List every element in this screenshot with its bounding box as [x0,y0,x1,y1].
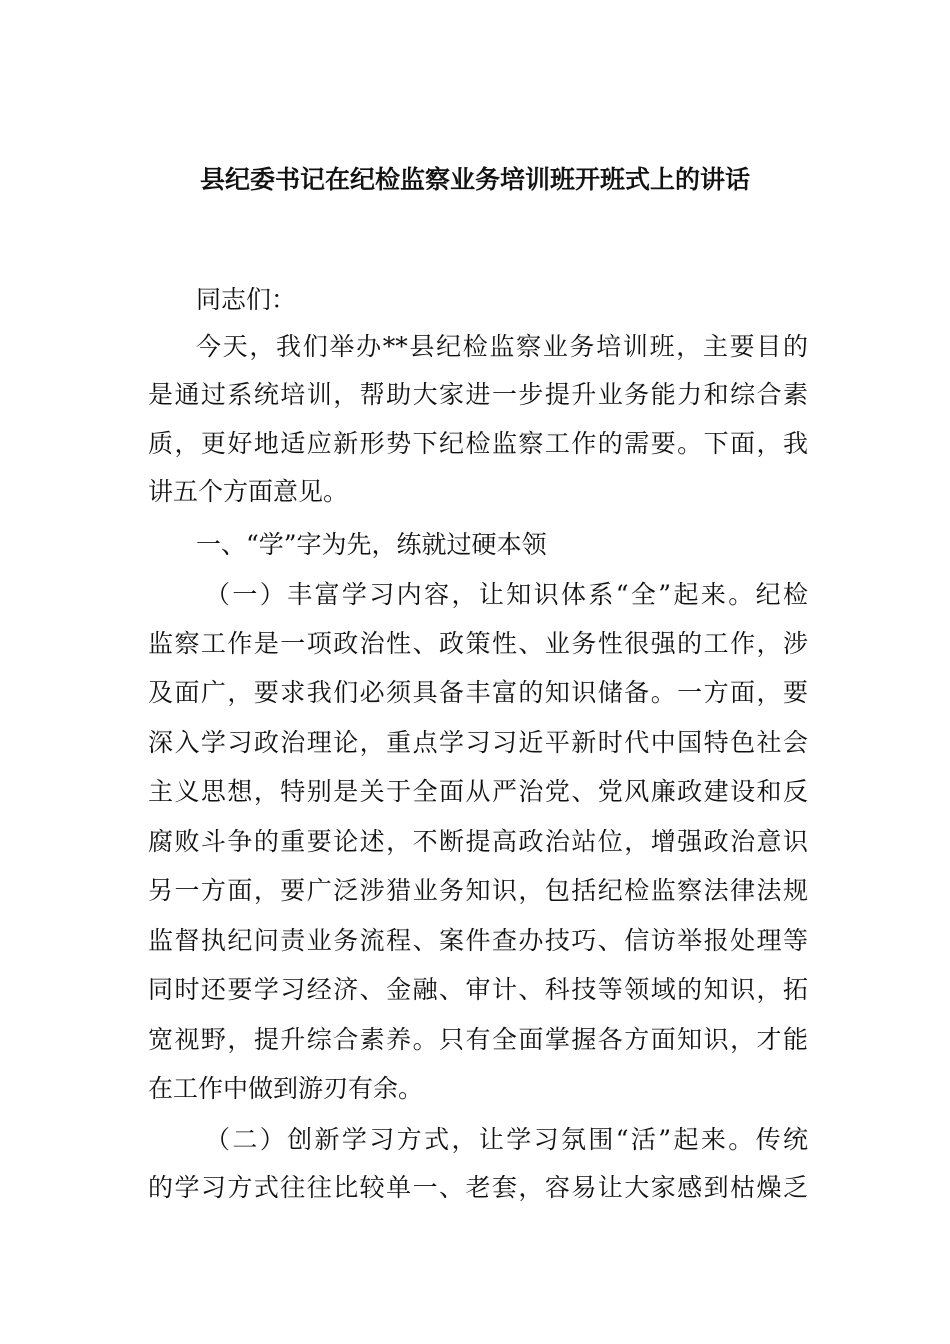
paragraph-line: 在工作中做到游刃有余。 [148,1074,424,1103]
subsection-heading-line: （一）丰富学习内容，让知识体系“全”起来。纪检 [205,580,808,609]
paragraph-line: 监督执纪问责业务流程、案件查办技巧、信访举报处理等 [148,926,808,955]
document-title: 县纪委书记在纪检监察业务培训班开班式上的讲话 [199,165,750,194]
paragraph-line: 另一方面，要广泛涉猎业务知识，包括纪检监察法律法规 [148,876,808,905]
paragraph-line: 质，更好地适应新形势下纪检监察工作的需要。下面，我 [148,429,808,458]
paragraph-line: 主义思想，特别是关于全面从严治党、党风廉政建设和反 [148,777,808,806]
salutation: 同志们： [196,285,297,314]
paragraph-line: 宽视野，提升综合素养。只有全面掌握各方面知识，才能 [148,1025,808,1054]
paragraph-line: 讲五个方面意见。 [148,477,349,506]
paragraph-line: 今天，我们举办**县纪检监察业务培训班，主要目的 [196,332,808,361]
paragraph-line: 是通过系统培训，帮助大家进一步提升业务能力和综合素 [148,380,808,409]
paragraph-line: 监察工作是一项政治性、政策性、业务性很强的工作，涉 [148,629,808,658]
paragraph-line: 的学习方式往往比较单一、老套，容易让大家感到枯燥乏 [148,1173,808,1202]
paragraph-line: 腐败斗争的重要论述，不断提高政治站位，增强政治意识 [148,827,808,856]
subsection-heading-line: （二）创新学习方式，让学习氛围“活”起来。传统 [205,1125,808,1154]
paragraph-line: 及面广，要求我们必须具备丰富的知识储备。一方面，要 [148,678,808,707]
paragraph-line: 深入学习政治理论，重点学习习近平新时代中国特色社会 [148,728,808,757]
paragraph-line: 同时还要学习经济、金融、审计、科技等领域的知识，拓 [148,975,808,1004]
section-heading: 一、“学”字为先，练就过硬本领 [196,530,547,559]
